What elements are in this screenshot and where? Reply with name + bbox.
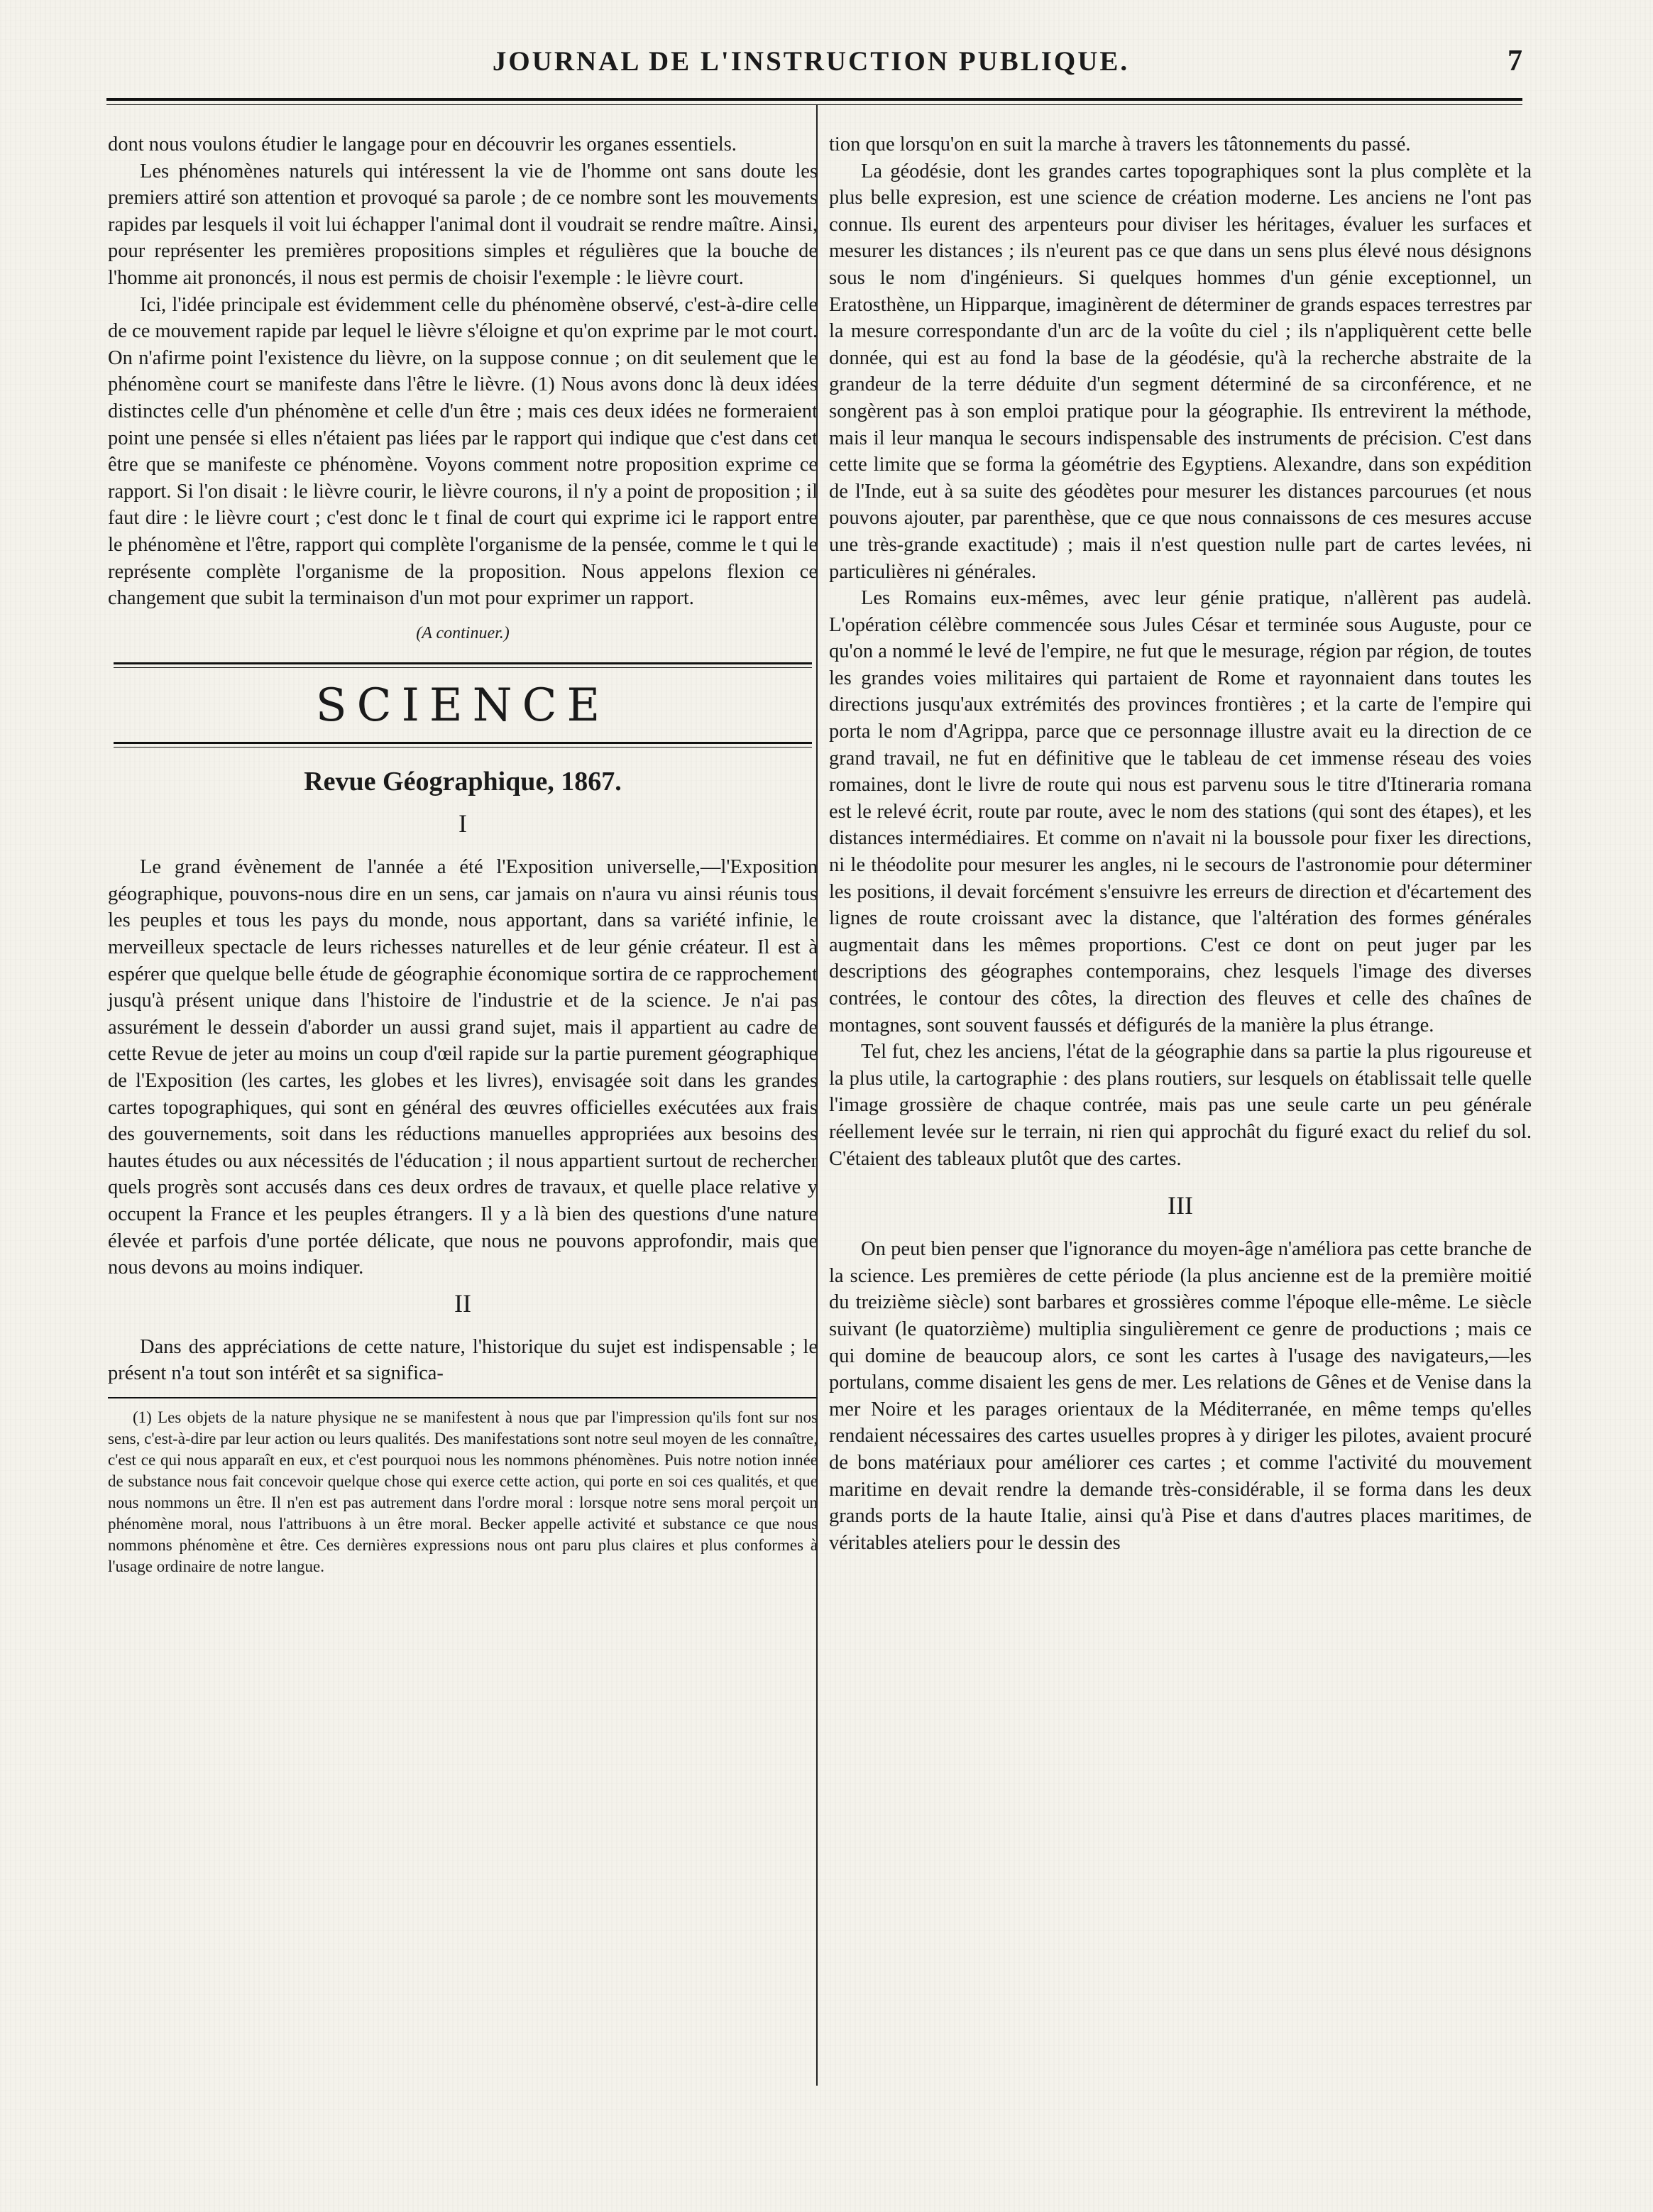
- paragraph: Dans des appréciations de cette nature, l'historique du sujet est indispensable ; le présent n'a tout son intérêt et sa significa-: [108, 1335, 818, 1385]
- paragraph: Tel fut, chez les anciens, l'état de la géographie dans sa partie la plus rigoureuse et la plus utile, la cartographie : des plans routiers, sur lesquels on établissait telle quelle l'image grossière de chaque contrée, mais pas une seule carte un peu générale réellement levée sur le terrain, ni rien qui approchât du figuré exact du relief du sol. C'étaient des tableaux plutôt que des cartes.: [829, 1041, 1532, 1170]
- to-be-continued-note: (A continuer.): [416, 623, 510, 642]
- footnote-rule: [108, 1397, 818, 1398]
- paragraph: On peut bien penser que l'ignorance du moyen-âge n'améliora pas cette branche de la science. Les premières de cette période (la plus ancienne est de la première moitié du treizième siècle) sont barbares et grossières comme l'époque elle-même. Le siècle suivant (le quatorzième) multiplia singulièrement ce genre de productions ; mais ce qui domine de beaucoup alors, ce sont les cartes à l'usage des navigateurs,—les portulans, comme disaient les gens de mer. Les relations de Gênes et de Venise dans la mer Noire et les parages orientaux de la Méditerranée, en même temps qu'elles rendaient nécessaires des cartes usuelles propres à y diriger les pilotes, avaient procuré de bons matériaux pour améliorer ces cartes ; et comme l'activité du mouvement maritime en devait rendre la demande très-considérable, il se forma dans les deux grands ports de la haute Italie, ainsi qu'à Pise et dans d'autres places maritimes, de véritables ateliers pour le dessin des: [829, 1238, 1532, 1554]
- header-rule-thin: [106, 104, 1522, 105]
- header-rule-thick: [106, 98, 1522, 101]
- section-number: I: [458, 809, 467, 838]
- running-head: [99, 41, 1522, 84]
- section-heading: SCIENCE: [315, 679, 610, 733]
- section-number: III: [1168, 1191, 1193, 1220]
- paragraph: Ici, l'idée principale est évidemment celle du phénomène observé, c'est-à-dire celle de ce mouvement rapide par lequel le lièvre s'éloigne et qu'on exprime par le mot court. On n'afirme point l'existence du lièvre, on la suppose connue ; on dit seulement que le phénomène court se manifeste dans l'être le lièvre. (1) Nous avons donc là deux idées distinctes celle d'un phénomène et celle d'un être ; mais ces deux idées ne formeraient point une pensée si elles n'étaient pas liées par le rapport qui indique que c'est dans cet être que se manifeste ce phénomène. Voyons comment notre proposition exprime ce rapport. Si l'on disait : le lièvre courir, le lièvre courons, il n'y a point de proposition ; il faut dire : le lièvre court ; c'est donc le t final de court qui exprime ici le rapport entre le phénomène et l'être, rapport qui complète l'organisme de la pensée, comme le t qui le représente complète l'organisme de la proposition. Nous appelons flexion ce changement que subit la terminaison d'un mot pour exprimer un rapport.: [108, 293, 818, 610]
- page-number: 7: [1508, 45, 1522, 77]
- section-rule-top: [114, 662, 812, 668]
- left-column: [108, 131, 818, 2176]
- article-title: Revue Géographique, 1867.: [304, 767, 622, 797]
- paragraph: dont nous voulons étudier le langage pour en découvrir les organes essentiels.: [108, 133, 737, 155]
- paragraph: Le grand évènement de l'année a été l'Exposition universelle,—l'Exposition géographique, pouvons-nous dire en un sens, car jamais on n'aura vu ainsi réunis tous les peuples et tous les pays du monde, nous apportant, dans sa variété infinie, le merveilleux spectacle de leurs richesses naturelles et de leur génie créateur. Il est à espérer que quelque belle étude de géographie économique sortira de ce rapprochement jusqu'à présent unique dans l'histoire de l'industrie et de la science. Je n'ai pas assurément le dessein d'aborder un aussi grand sujet, mais il appartient au cadre de cette Revue de jeter au moins un coup d'œil rapide sur la partie purement géographique de l'Exposition (les cartes, les globes et les livres), envisagée soit dans les grandes cartes topographiques, qui sont en général des œuvres officielles exécutées aux frais des gouvernements, soit dans les réductions manuelles appropriées aux besoins des hautes études ou aux nécessités de l'éducation ; il nous appartient surtout de rechercher quels progrès sont accusés dans ces deux ordres de travaux, et quelle place relative y occupent la France et les peuples étrangers. Il y a là bien des questions d'une nature élevée et parfois d'une portée délicate, que nous ne pouvons approfondir, mais que nous devons au moins indiquer.: [108, 856, 818, 1279]
- footnote: (1) Les objets de la nature physique ne se manifestent à nous que par l'impression qu'ils font sur nos sens, c'est-à-dire par leur action ou leurs qualités. Des manifestations sont notre seul moyen de les connaître, c'est ce qui nous apparaît en eux, et c'est pourquoi nous les nommons phénomènes. Puis notre notion innée de substance nous fait concevoir quelque chose qui exerce cette action, qui porte en soi ces qualités, et que nous nommons un être. Il n'en est pas autrement dans l'ordre moral : lorsque notre sens moral perçoit un phénomène moral, nous l'attribuons à un être moral. Becker appelle activité et substance ce que nous nommons phénomène et être. Ces dernières expressions nous ont paru plus claires et plus conformes à l'usage ordinaire de notre langue.: [108, 1408, 818, 1575]
- right-column: [829, 131, 1532, 2176]
- journal-title: JOURNAL DE L'INSTRUCTION PUBLIQUE.: [492, 46, 1130, 77]
- section-number: II: [454, 1288, 471, 1318]
- section-rule-bottom: [114, 742, 812, 748]
- paragraph: Les phénomènes naturels qui intéressent la vie de l'homme ont sans doute les premiers attiré son attention et provoqué sa parole ; de ce nombre sont les mouvements rapides par lesquels il voit lui échapper l'animal dont il voudrait se rendre maître. Ainsi, pour représenter les premières propositions simples et régulières que la bouche de l'homme ait prononcés, il nous est permis de choisir l'exemple : le lièvre court.: [108, 160, 818, 289]
- paragraph: Les Romains eux-mêmes, avec leur génie pratique, n'allèrent pas audelà. L'opération célèbre commencée sous Jules César et terminée sous Auguste, pour ce qu'on a nommé le levé de l'empire, ne fut que le mesurage, région par région, de toutes les grandes voies militaires qui partaient de Rome et rayonnaient dans toutes les directions jusqu'aux extrémités des provinces frontières ; et la carte de l'empire qui porta le nom d'Agrippa, parce que ce personnage illustre avait eu la direction de ce grand travail, ne fut en définitive que le tableau de cet immense réseau des voies romaines, dont le livre de route qui nous est parvenu sous le titre d'Itineraria romana est le relevé écrit, route par route, avec le nom des stations (qui sont des étapes), et les distances intermédiaires. Et comme on n'avait ni la boussole pour fixer les directions, ni le théodolite pour mesurer les angles, ni le secours de l'astronomie pour déterminer les positions, il devait forcément s'ensuivre les erreurs de direction et d'écartement des lignes de route croissant avec la distance, que l'altération des formes générales augmentait dans les mêmes proportions. C'est ce dont on peut juger par les descriptions des géographes contemporains, chez lesquels l'image des diverses contrées, le contour des côtes, la direction des fleuves et celle des chaînes de montagnes, sont souvent faussés et défigurés de la manière la plus étrange.: [829, 587, 1532, 1036]
- paragraph: tion que lorsqu'on en suit la marche à travers les tâtonnements du passé.: [829, 133, 1411, 155]
- paragraph: La géodésie, dont les grandes cartes topographiques sont la plus complète et la plus belle expresion, est une science de création moderne. Les anciens ne l'ont pas connue. Ils eurent des arpenteurs pour diviser les héritages, évaluer les surfaces et mesurer les distances ; ils n'eurent pas ce que dans un sens plus élevé nous désignons sous le nom d'ingénieurs. Si quelques hommes d'un génie exceptionnel, un Eratosthène, un Hipparque, imaginèrent de déterminer de grands espaces terrestres par la mesure correspondante d'un arc de la voûte du ciel ; ils n'appliquèrent cette belle donnée, qui est au fond la base de la géodésie, qu'à la recherche abstraite de la grandeur de la terre déduite d'un segment déterminé de sa circonférence, et ne songèrent pas à son emploi pratique pour la géographie. Ils entrevirent la méthode, mais il leur manqua le secours indispensable des instruments de précision. C'est dans cette limite que se forma la géométrie des Egyptiens. Alexandre, dans son expédition de l'Inde, eut à sa suite des géodètes pour mesurer les distances parcourues (et nous pouvons ajouter, par parenthèse, que ce que nous connaissons de ces mesures accuse une très-grande exactitude) ; mais il n'est question nulle part de cartes levées, ni particulières ni générales.: [829, 160, 1532, 583]
